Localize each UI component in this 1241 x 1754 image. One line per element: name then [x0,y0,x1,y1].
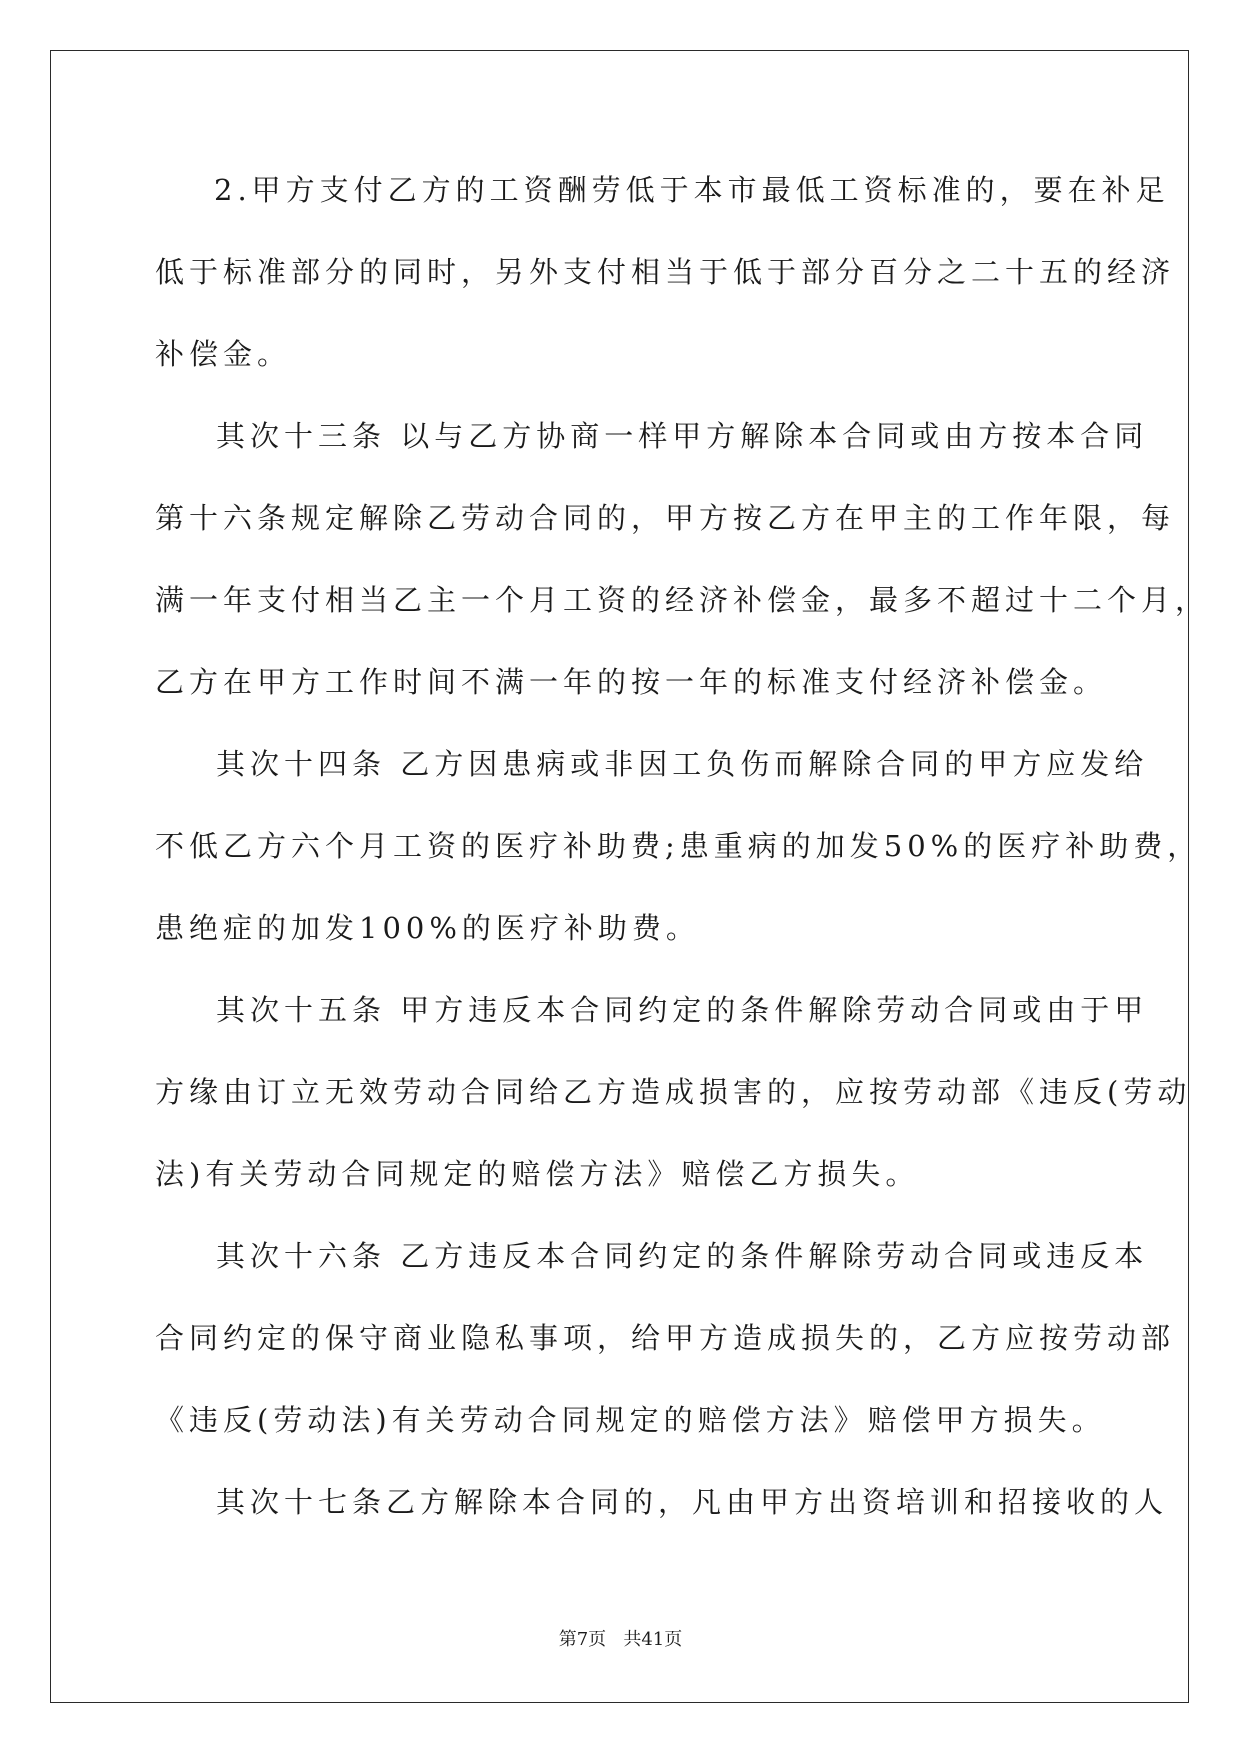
paragraph-line: 《违反(劳动法)有关劳动合同规定的赔偿方法》赔偿甲方损失。 [155,1403,1106,1437]
paragraph-line: 其次十七条乙方解除本合同的，凡由甲方出资培训和招接收的人 [216,1485,1169,1519]
paragraph-line: 第十六条规定解除乙劳动合同的，甲方按乙方在甲主的工作年限，每 [155,501,1176,535]
paragraph-line: 其次十三条 以与乙方协商一样甲方解除本合同或由方按本合同 [216,419,1149,453]
paragraph-line: 患绝症的加发100%的医疗补助费。 [155,911,700,945]
page-border [50,50,1192,1703]
paragraph-line: 2.甲方支付乙方的工资酬劳低于本市最低工资标准的，要在补足 [214,173,1170,207]
paragraph-line: 合同约定的保守商业隐私事项，给甲方造成损失的，乙方应按劳动部 [155,1321,1176,1355]
paragraph-line: 其次十六条 乙方违反本合同约定的条件解除劳动合同或违反本 [216,1239,1149,1273]
page-number: 第7页 共41页 [558,1629,683,1650]
paragraph-line: 低于标准部分的同时，另外支付相当于低于部分百分之二十五的经济 [155,255,1176,289]
paragraph-line: 方缘由订立无效劳动合同给乙方造成损害的，应按劳动部《违反(劳动 [155,1075,1192,1109]
paragraph-line: 其次十五条 甲方违反本合同约定的条件解除劳动合同或由于甲 [216,993,1149,1027]
paragraph-line: 不低乙方六个月工资的医疗补助费;患重病的加发50%的医疗补助费， [155,829,1202,863]
paragraph-line: 补偿金。 [155,337,292,371]
paragraph-line: 乙方在甲方工作时间不满一年的按一年的标准支付经济补偿金。 [155,665,1108,699]
paragraph-line: 法)有关劳动合同规定的赔偿方法》赔偿乙方损失。 [155,1157,920,1191]
paragraph-line: 满一年支付相当乙主一个月工资的经济补偿金，最多不超过十二个月， [155,583,1210,617]
paragraph-line: 其次十四条 乙方因患病或非因工负伤而解除合同的甲方应发给 [216,747,1149,781]
